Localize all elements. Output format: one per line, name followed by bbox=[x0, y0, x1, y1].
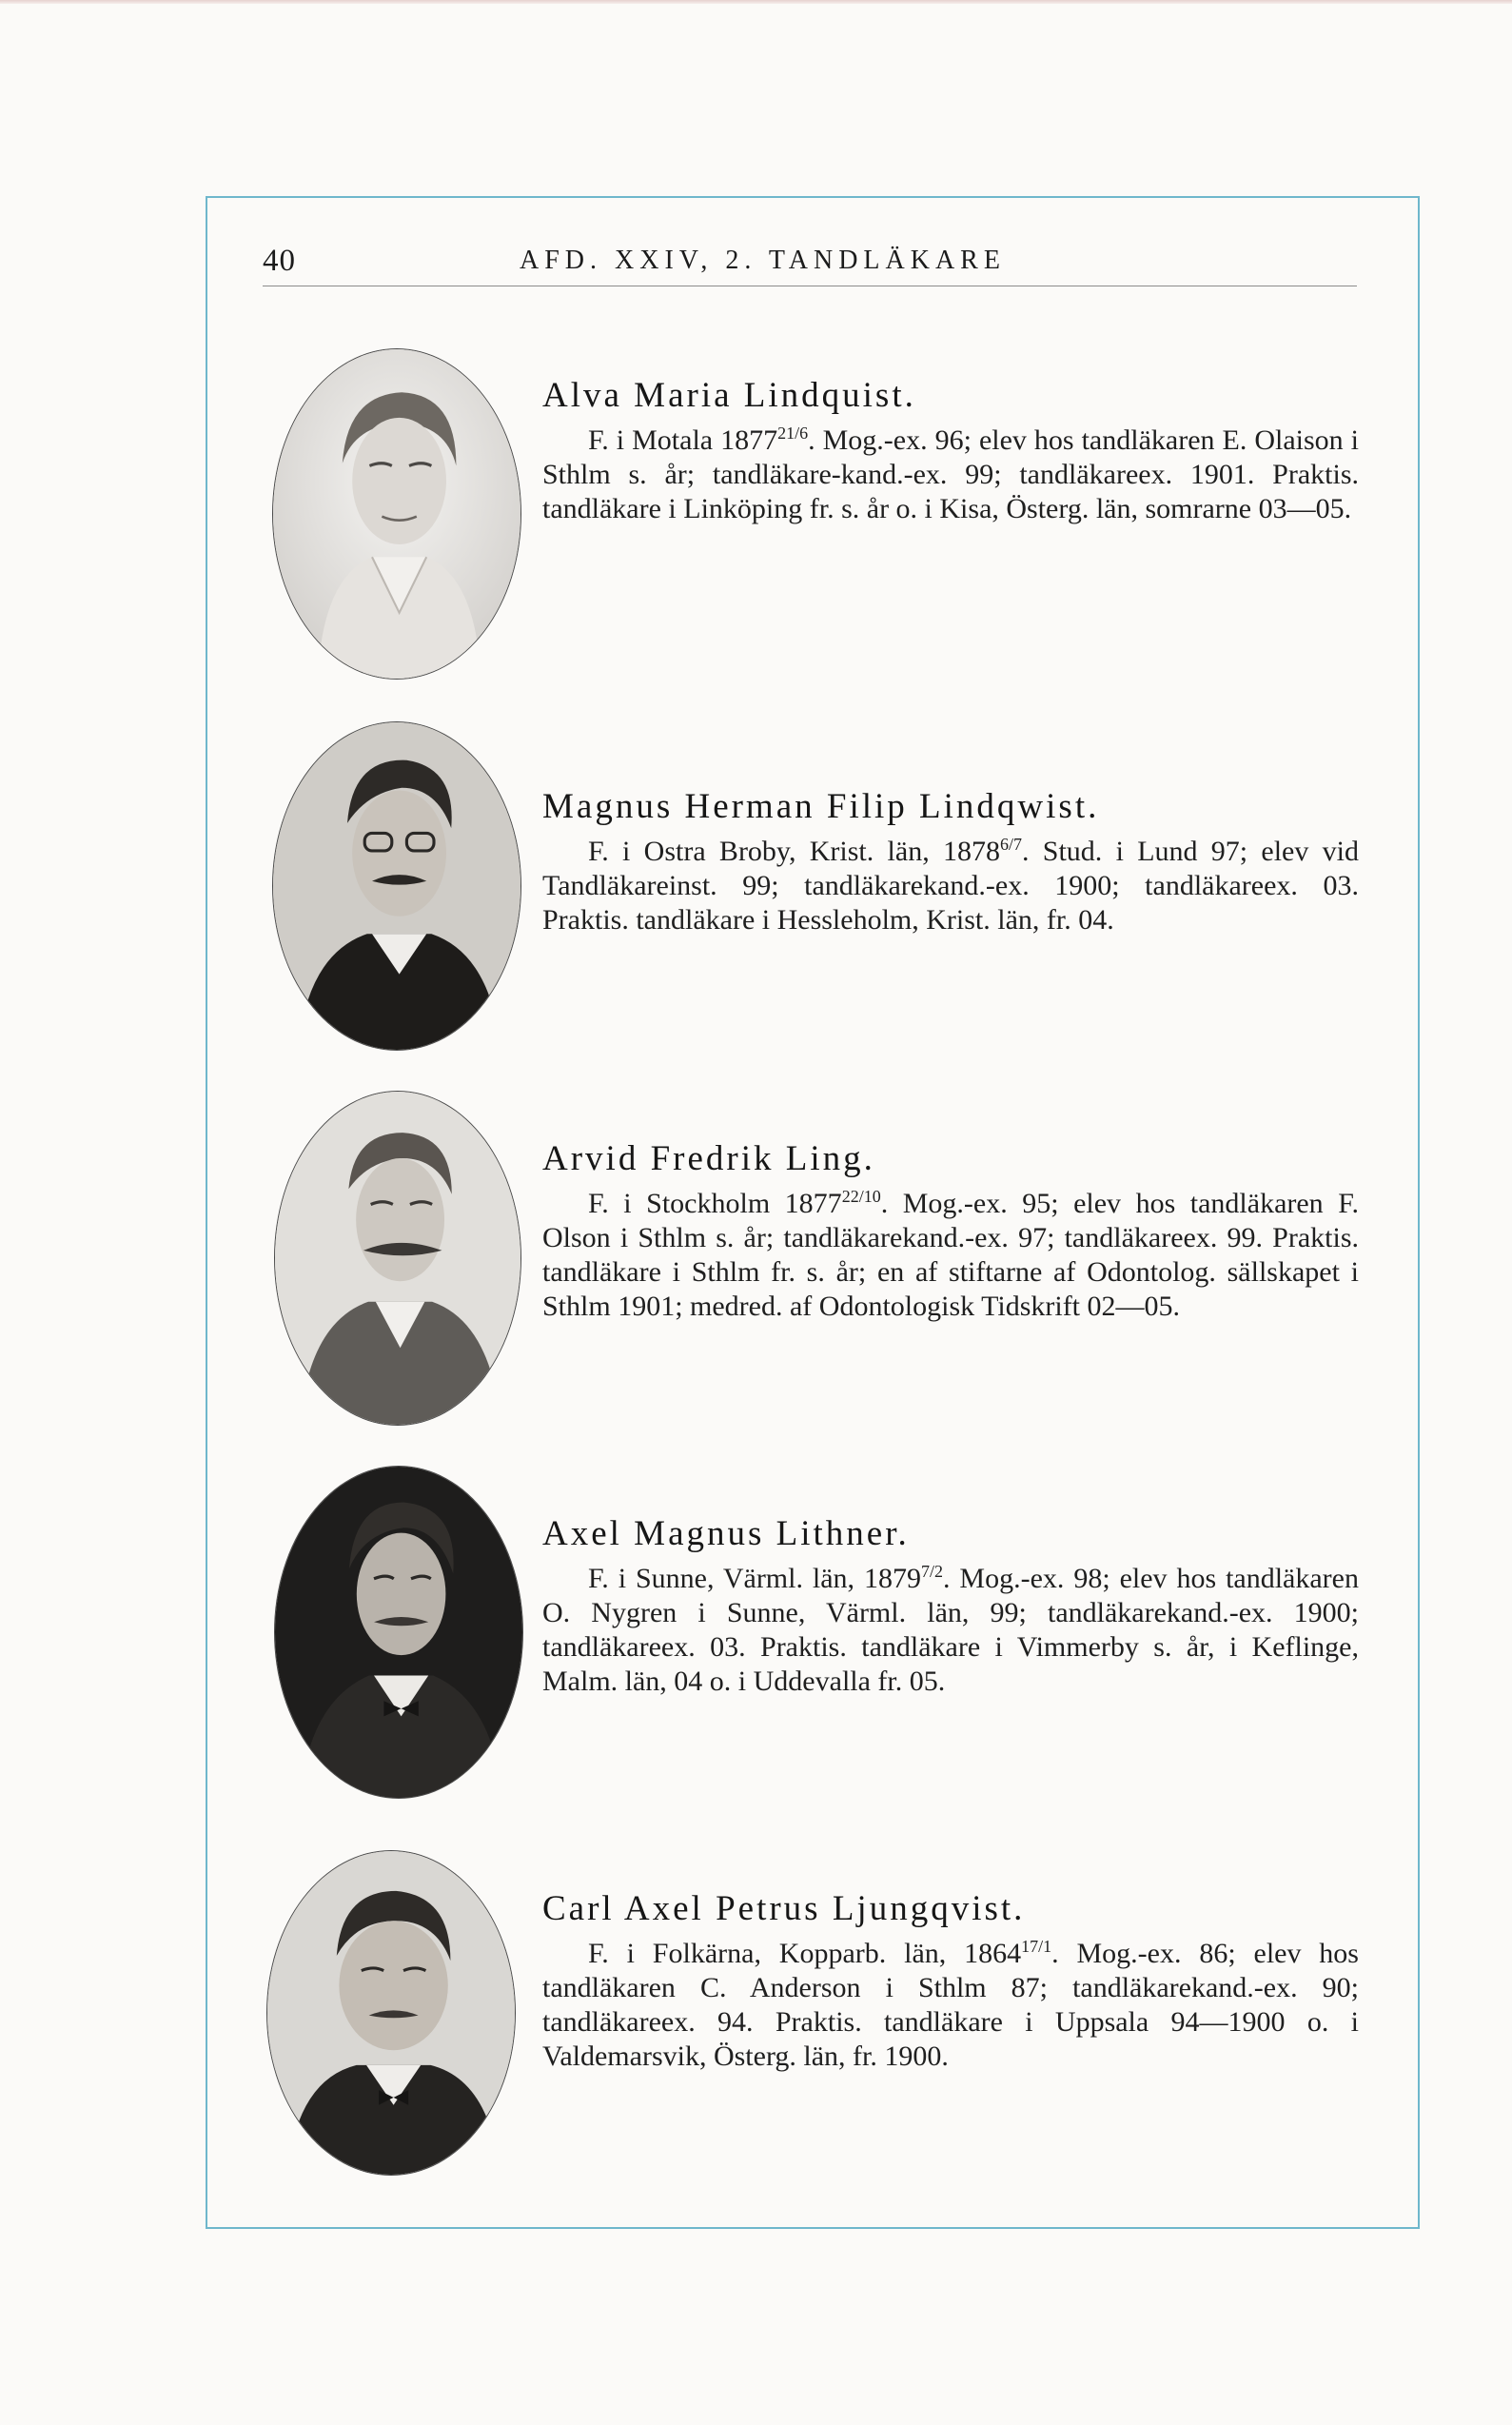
person-name: Axel Magnus Lithner. bbox=[542, 1514, 910, 1553]
section-title: AFD. XXIV, 2. TANDLÄKARE bbox=[520, 246, 1006, 275]
biography-details: F. i Ostra Broby, Krist. län, $1878^{6/7}$. Stud. i Lund 97; elev vid Tandläkareinst. 99; tandläkarekand.-ex. 1900; tandläkareex. 03. Praktis. tandläkare i Hessleholm, Krist. län, fr. 04. bbox=[542, 835, 1359, 936]
biography-entry bbox=[257, 1091, 1361, 1426]
biography-text bbox=[542, 375, 1359, 526]
biography-text bbox=[542, 1138, 1359, 1324]
person-name: Magnus Herman Filip Lindqwist. bbox=[542, 787, 1100, 826]
biography-text bbox=[542, 1888, 1359, 2074]
biography-entry bbox=[257, 721, 1361, 1055]
portrait-man-bowtie bbox=[274, 1466, 523, 1799]
biography-details: F. i Sunne, Värml. län, $1879^{7/2}$. Mog.-ex. 98; elev hos tandläkaren O. Nygren i Sunne, Värml. län, 99; tandläkarekand.-ex. 1900; tandläkareex. 03. Praktis. tandläkare i Vimmerby s. år, i Keflinge, Malm. län, 04 o. i Uddevalla fr. 05. bbox=[542, 1562, 1359, 1697]
running-head bbox=[263, 240, 1357, 286]
portrait-man-round bbox=[266, 1850, 516, 2176]
portrait-man-glasses bbox=[272, 721, 521, 1051]
biography-entry bbox=[257, 1850, 1361, 2183]
page-edge bbox=[0, 0, 1512, 4]
person-name: Arvid Fredrik Ling. bbox=[542, 1139, 875, 1178]
page-number: 40 bbox=[263, 244, 296, 278]
biography-entry bbox=[257, 348, 1361, 681]
biography-details: F. i Motala $1877^{21/6}$. Mog.-ex. 96; elev hos tandläkaren E. Olaison i Sthlm s. år; tandläkare-kand.-ex. 99; tandläkareex. 1901. Praktis. tandläkare i Linköping fr. s. år o. i Kisa, Österg. län, somrarne 03—05. bbox=[542, 424, 1359, 524]
person-name: Carl Axel Petrus Ljungqvist. bbox=[542, 1889, 1026, 1928]
biography-details: F. i Folkärna, Kopparb. län, $1864^{17/1}$. Mog.-ex. 86; elev hos tandläkaren C. Anderson i Sthlm 87; tandläkarekand.-ex. 90; tandläkareex. 94. Praktis. tandläkare i Uppsala 94—1900 o. i Valdemarsvik, Österg. län, fr. 1900. bbox=[542, 1937, 1359, 2072]
biography-text bbox=[542, 786, 1359, 937]
biography-text bbox=[542, 1513, 1359, 1699]
biography-entry bbox=[257, 1466, 1361, 1799]
person-name: Alva Maria Lindquist. bbox=[542, 376, 916, 415]
portrait-woman bbox=[272, 348, 521, 680]
biography-details: F. i Stockholm $1877^{22/10}$. Mog.-ex. 95; elev hos tandläkaren F. Olson i Sthlm s. år; tandläkarekand.-ex. 97; tandläkareex. 99. Praktis. tandläkare i Sthlm fr. s. år; en af stiftarne af Odontolog. sällskapet i Sthlm 1901; medred. af Odontologisk Tidskrift 02—05. bbox=[542, 1187, 1359, 1322]
portrait-man-mustache bbox=[274, 1091, 521, 1426]
